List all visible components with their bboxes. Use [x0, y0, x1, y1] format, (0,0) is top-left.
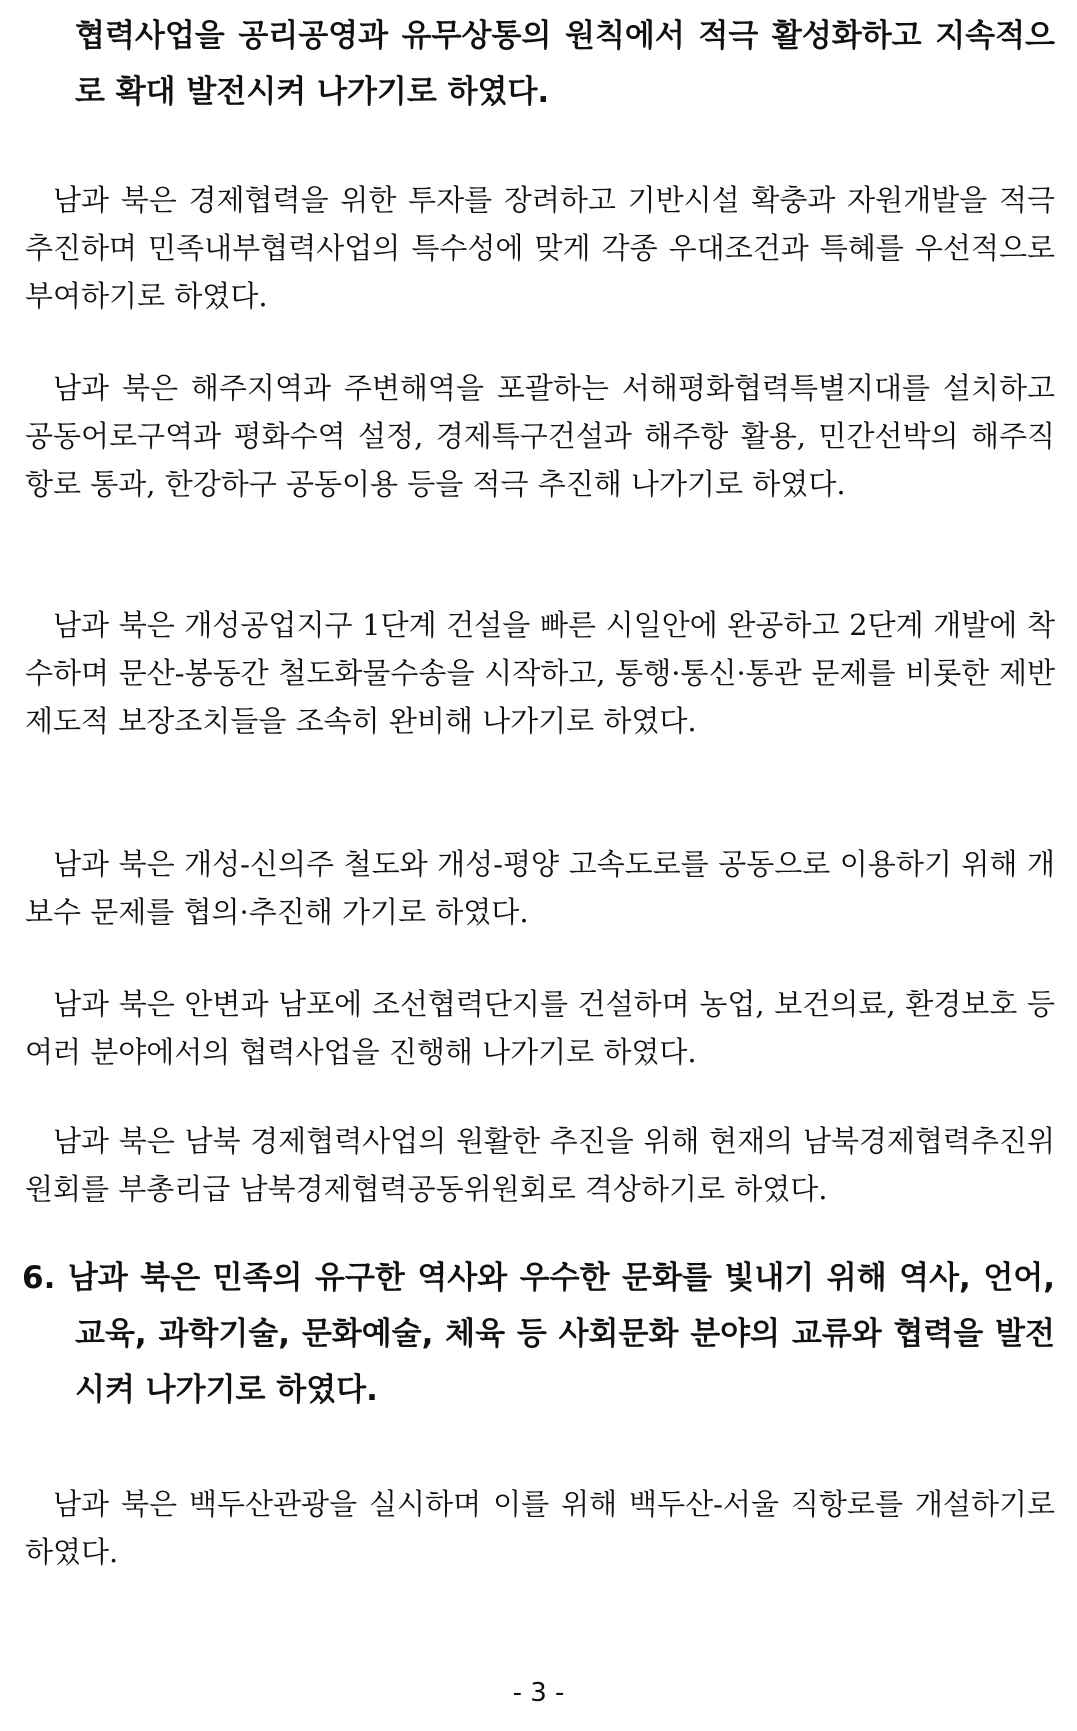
paragraph-kaesong-industrial: 남과 북은 개성공업지구 1단계 건설을 빠른 시일안에 완공하고 2단계 개발에 착수하며 문산-봉동간 철도화물수송을 시작하고, 통행·통신·통관 문제를 비롯한 제반 제도적 보장조치들을 조속히 완비해 나가기로 하였다. [25, 608, 1055, 738]
page-number: - 3 - [512, 1678, 565, 1708]
paragraph-investment: 남과 북은 경제협력을 위한 투자를 장려하고 기반시설 확충과 자원개발을 적극 추진하며 민족내부협력사업의 특수성에 맞게 각종 우대조건과 특혜를 우선적으로 부여하기로 하였다. [25, 183, 1055, 313]
section-heading-continued: 협력사업을 공리공영과 유무상통의 원칙에서 적극 활성화하고 지속적으로 확대 발전시켜 나가기로 하였다. [75, 18, 1055, 110]
paragraph-west-sea-zone: 남과 북은 해주지역과 주변해역을 포괄하는 서해평화협력특별지대를 설치하고 공동어로구역과 평화수역 설정, 경제특구건설과 해주항 활용, 민간선박의 해주직항로 통과, 한강하구 공동이용 등을 적극 추진해 나가기로 하였다. [25, 371, 1055, 501]
section-6-heading: 6. 남과 북은 민족의 유구한 역사와 우수한 문화를 빛내기 위해 역사, 언어, 교육, 과학기술, 문화예술, 체육 등 사회문화 분야의 교류와 협력을 발전시켜 나가기로 하였다. [22, 1260, 1055, 1408]
paragraph-railway-highway: 남과 북은 개성-신의주 철도와 개성-평양 고속도로를 공동으로 이용하기 위해 개보수 문제를 협의·추진해 가기로 하였다. [25, 847, 1055, 929]
paragraph-shipbuilding: 남과 북은 안변과 남포에 조선협력단지를 건설하며 농업, 보건의료, 환경보호 등 여러 분야에서의 협력사업을 진행해 나가기로 하였다. [25, 987, 1055, 1069]
paragraph-committee: 남과 북은 남북 경제협력사업의 원활한 추진을 위해 현재의 남북경제협력추진위원회를 부총리급 남북경제협력공동위원회로 격상하기로 하였다. [25, 1124, 1055, 1206]
paragraph-baekdu-tourism: 남과 북은 백두산관광을 실시하며 이를 위해 백두산-서울 직항로를 개설하기로 하였다. [25, 1487, 1055, 1569]
